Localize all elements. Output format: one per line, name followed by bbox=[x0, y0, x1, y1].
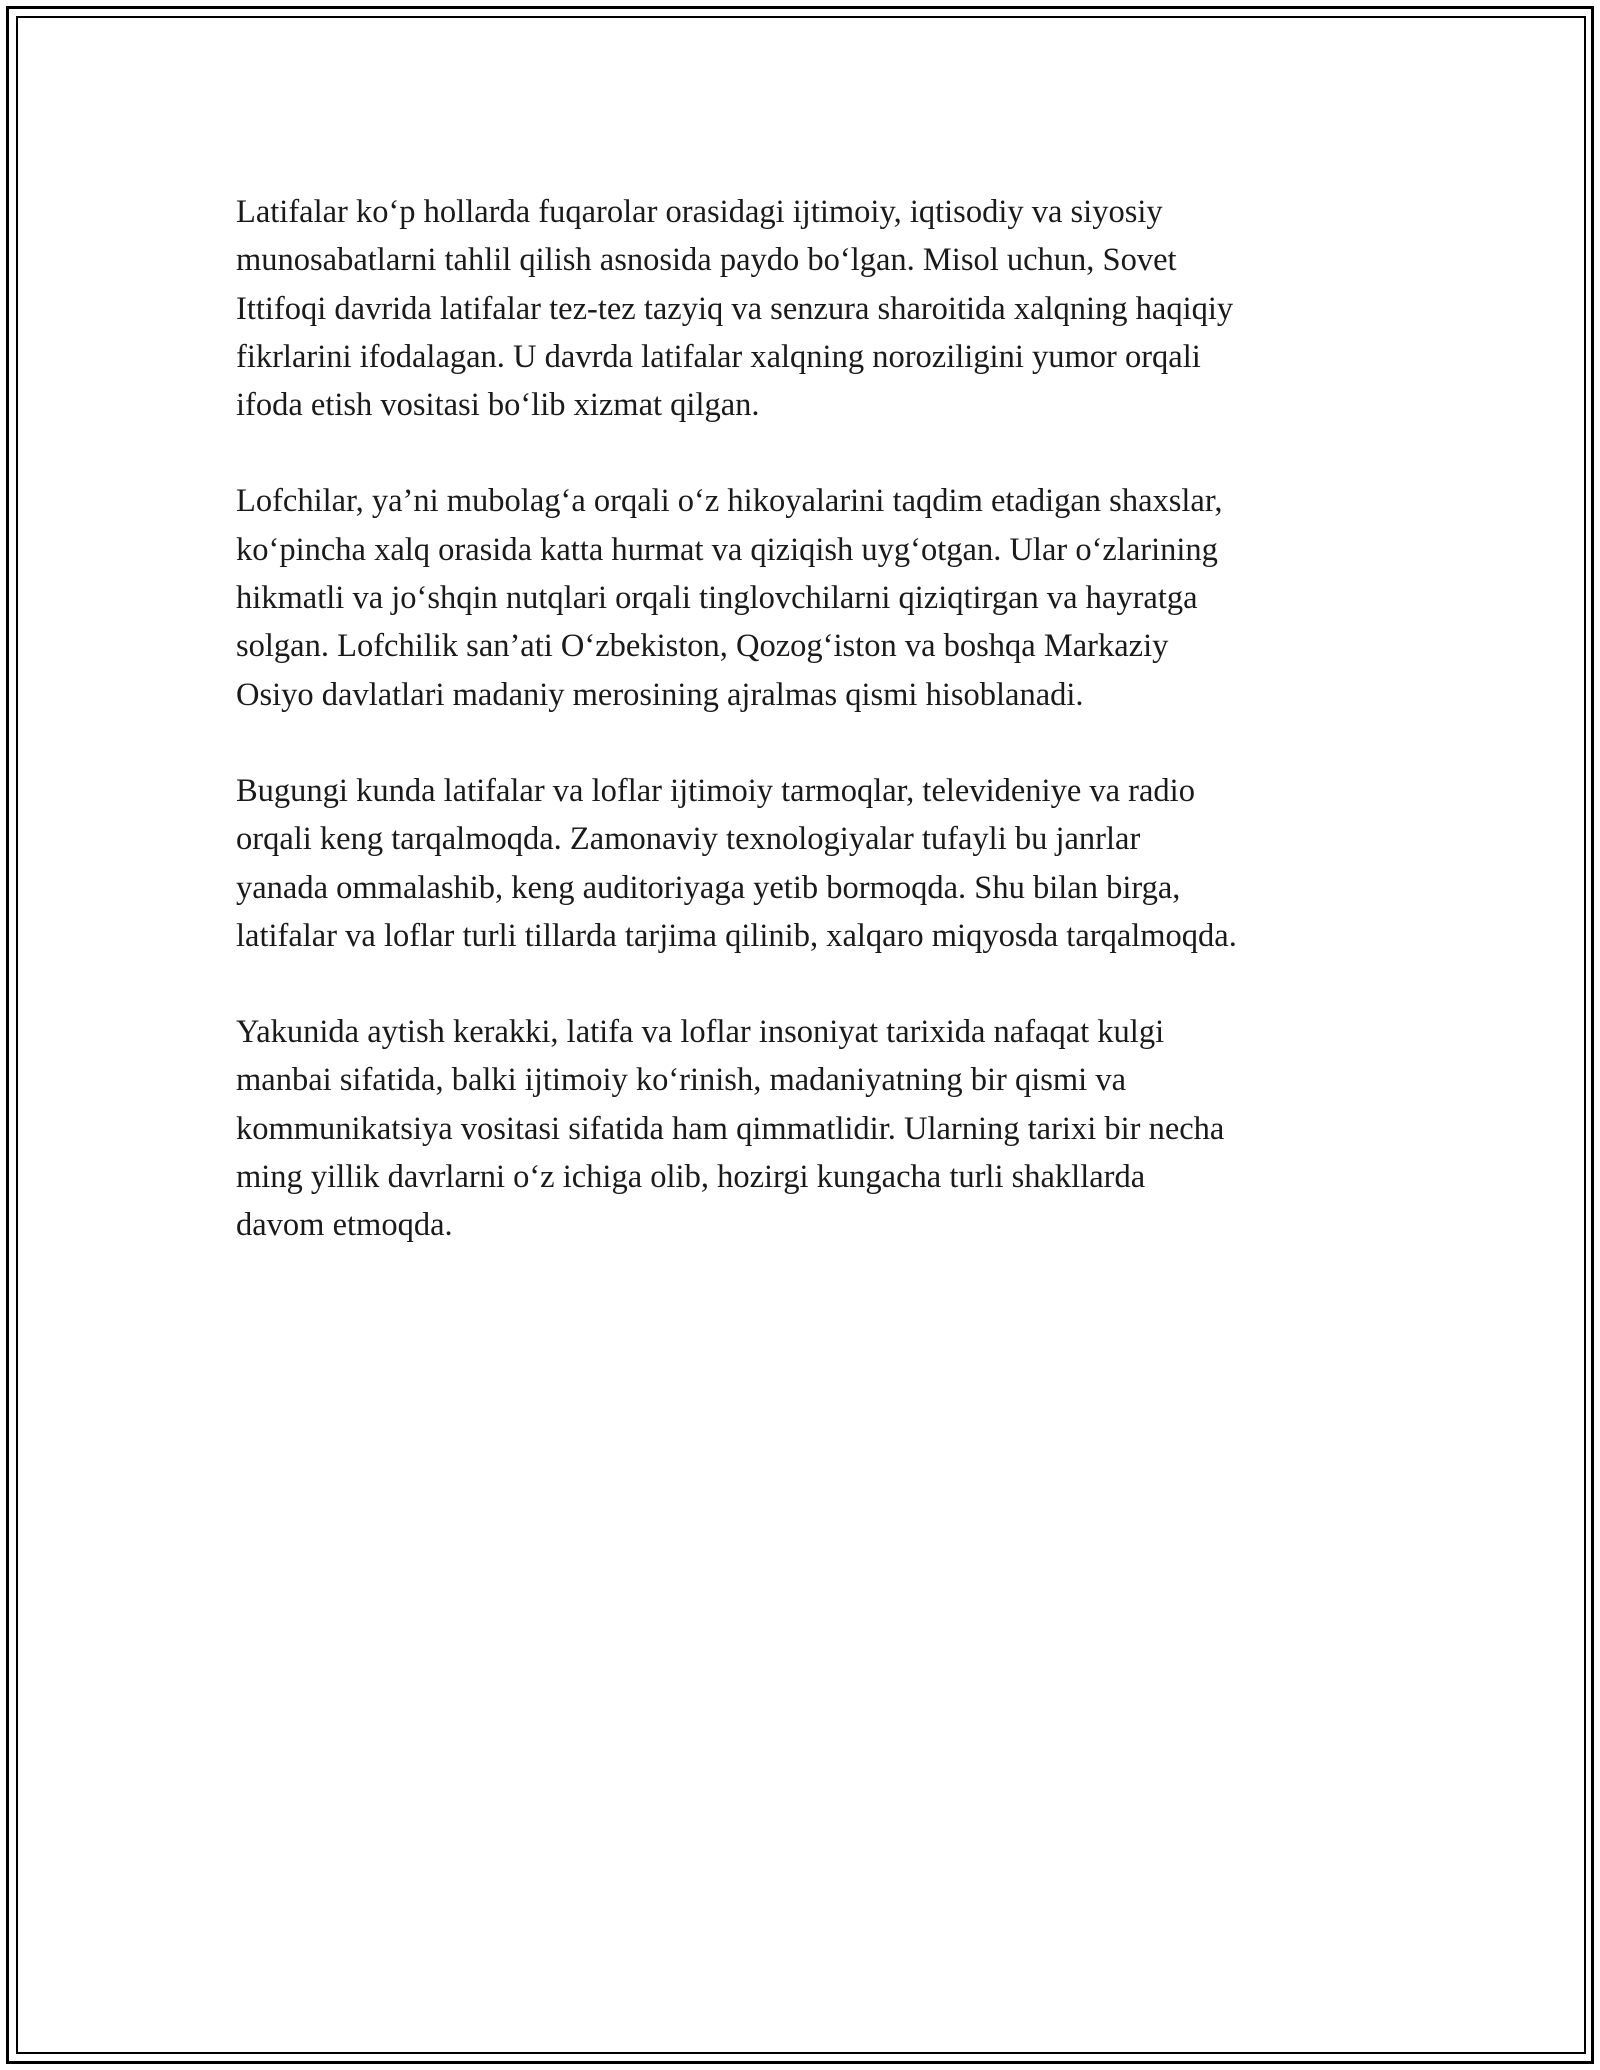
document-body bbox=[236, 188, 1386, 1298]
paragraph-4: Yakunida aytish kerakki, latifa va loflar insoniyat tarixida nafaqat kulgi manbai sifatida, balki ijtimoiy ko‘rinish, madaniyatning bir qismi va kommunikatsiya vositasi sifatida ham qimmatlidir. Ularning tarixi bir necha ming yillik davrlarni o‘z ichiga olib, hozirgi kungacha turli shakllarda davom etmoqda. bbox=[236, 1014, 1225, 1244]
paragraph-2: Lofchilar, ya’ni mubolag‘a orqali o‘z hikoyalarini taqdim etadigan shaxslar, ko‘pincha xalq orasida katta hurmat va qiziqish uyg‘otgan. Ular o‘zlarining hikmatli va jo‘shqin nutqlari orqali tinglovchilarni qiziqtirgan va hayratga solgan. Lofchilik san’ati O‘zbekiston, Qozog‘iston va boshqa Markaziy Osiyo davlatlari madaniy merosining ajralmas qismi hisoblanadi. bbox=[236, 483, 1223, 713]
paragraph-3: Bugungi kunda latifalar va loflar ijtimoiy tarmoqlar, televideniye va radio orqali keng tarqalmoqda. Zamonaviy texnologiyalar tufayli bu janrlar yanada ommalashib, keng auditoriyaga yetib bormoqda. Shu bilan birga, latifalar va loflar turli tillarda tarjima qilinib, xalqaro miqyosda tarqalmoqda. bbox=[236, 772, 1237, 954]
paragraph-1: Latifalar ko‘p hollarda fuqarolar orasidagi ijtimoiy, iqtisodiy va siyosiy munosabatlarni tahlil qilish asnosida paydo bo‘lgan. Misol uchun, Sovet Ittifoqi davrida latifalar tez-tez tazyiq va senzura sharoitida xalqning haqiqiy fikrlarini ifodalagan. U davrda latifalar xalqning noroziligini yumor orqali ifoda etish vositasi bo‘lib xizmat qilgan. bbox=[236, 194, 1234, 424]
